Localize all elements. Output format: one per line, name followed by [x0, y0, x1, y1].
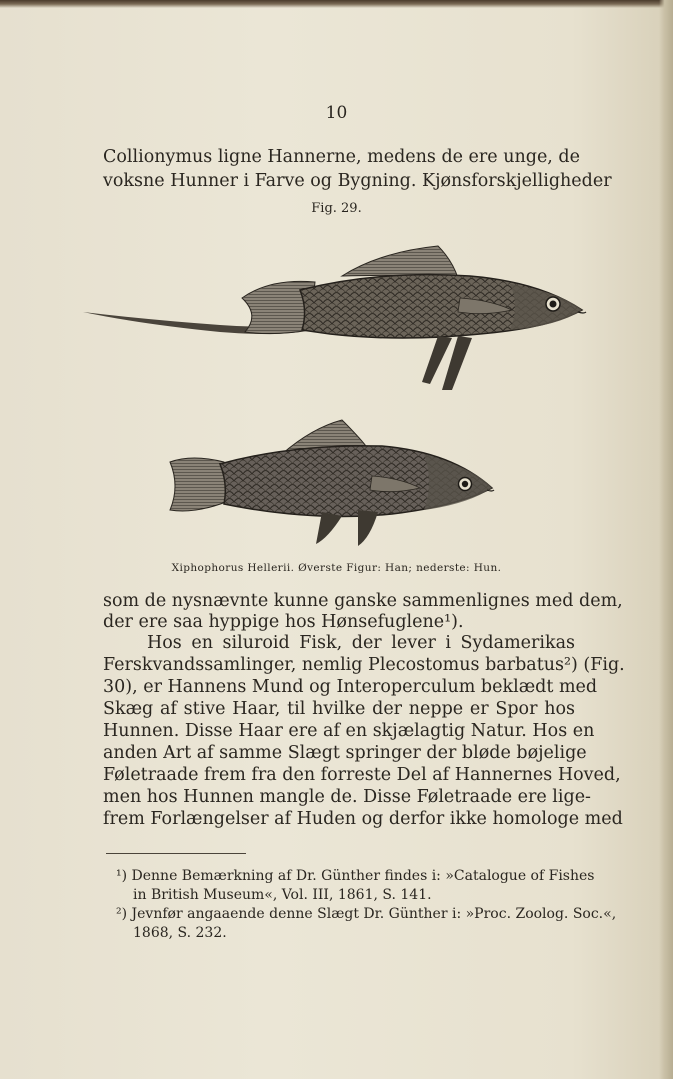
text-line: 30), er Hannens Mund og Interoperculum beklædt med — [103, 677, 598, 697]
text-line: men hos Hunnen mangle de. Disse Føletraade ere lige- — [103, 787, 591, 807]
text-line: Hos en siluroid Fisk, der lever i Sydamerikas — [147, 633, 575, 653]
footnote-1 — [116, 867, 595, 886]
footnote-divider — [106, 853, 246, 854]
male-swordtail-fish-illustration — [80, 240, 590, 400]
footnote-marker: ²) — [116, 906, 128, 922]
text-line: voksne Hunner i Farve og Bygning. Kjønsforskjelligheder — [103, 171, 612, 191]
footnote-2 — [116, 905, 617, 924]
figure-label: Fig. 29. — [311, 201, 362, 216]
footnote-1-continuation: in British Museum«, Vol. III, 1861, S. 141. — [133, 887, 432, 903]
footnote-marker: ¹) — [116, 868, 128, 884]
text-line: Collionymus ligne Hannerne, medens de ere unge, de — [103, 147, 580, 167]
text-line: Hunnen. Disse Haar ere af en skjælagtig Natur. Hos en — [103, 721, 595, 741]
footnote-2-continuation: 1868, S. 232. — [133, 925, 227, 941]
text-line: som de nysnævnte kunne ganske sammenlignes med dem, — [103, 591, 623, 611]
page-top-edge — [0, 0, 673, 8]
page-right-edge — [659, 0, 673, 1079]
text-line: Ferskvandssamlinger, nemlig Plecostomus barbatus²) (Fig. — [103, 655, 625, 675]
footnote-text: Jevnfør angaaende denne Slægt Dr. Günther i: »Proc. Zoolog. Soc.«, — [131, 906, 617, 922]
text-line: Føletraade frem fra den forreste Del af Hannernes Hoved, — [103, 765, 621, 785]
text-line: Skæg af stive Haar, til hvilke der neppe er Spor hos — [103, 699, 575, 719]
female-swordtail-fish-illustration — [162, 418, 497, 550]
text-line: frem Forlængelser af Huden og derfor ikke homologe med — [103, 809, 623, 829]
figure-caption: Xiphophorus Hellerii. Øverste Figur: Han; nederste: Hun. — [171, 562, 502, 574]
footnote-text: Denne Bemærkning af Dr. Günther findes i: »Catalogue of Fishes — [131, 868, 595, 884]
page-number: 10 — [325, 103, 348, 123]
text-line: der ere saa hyppige hos Hønsefuglene¹). — [103, 612, 464, 632]
text-line: anden Art af samme Slægt springer der bløde bøjelige — [103, 743, 587, 763]
